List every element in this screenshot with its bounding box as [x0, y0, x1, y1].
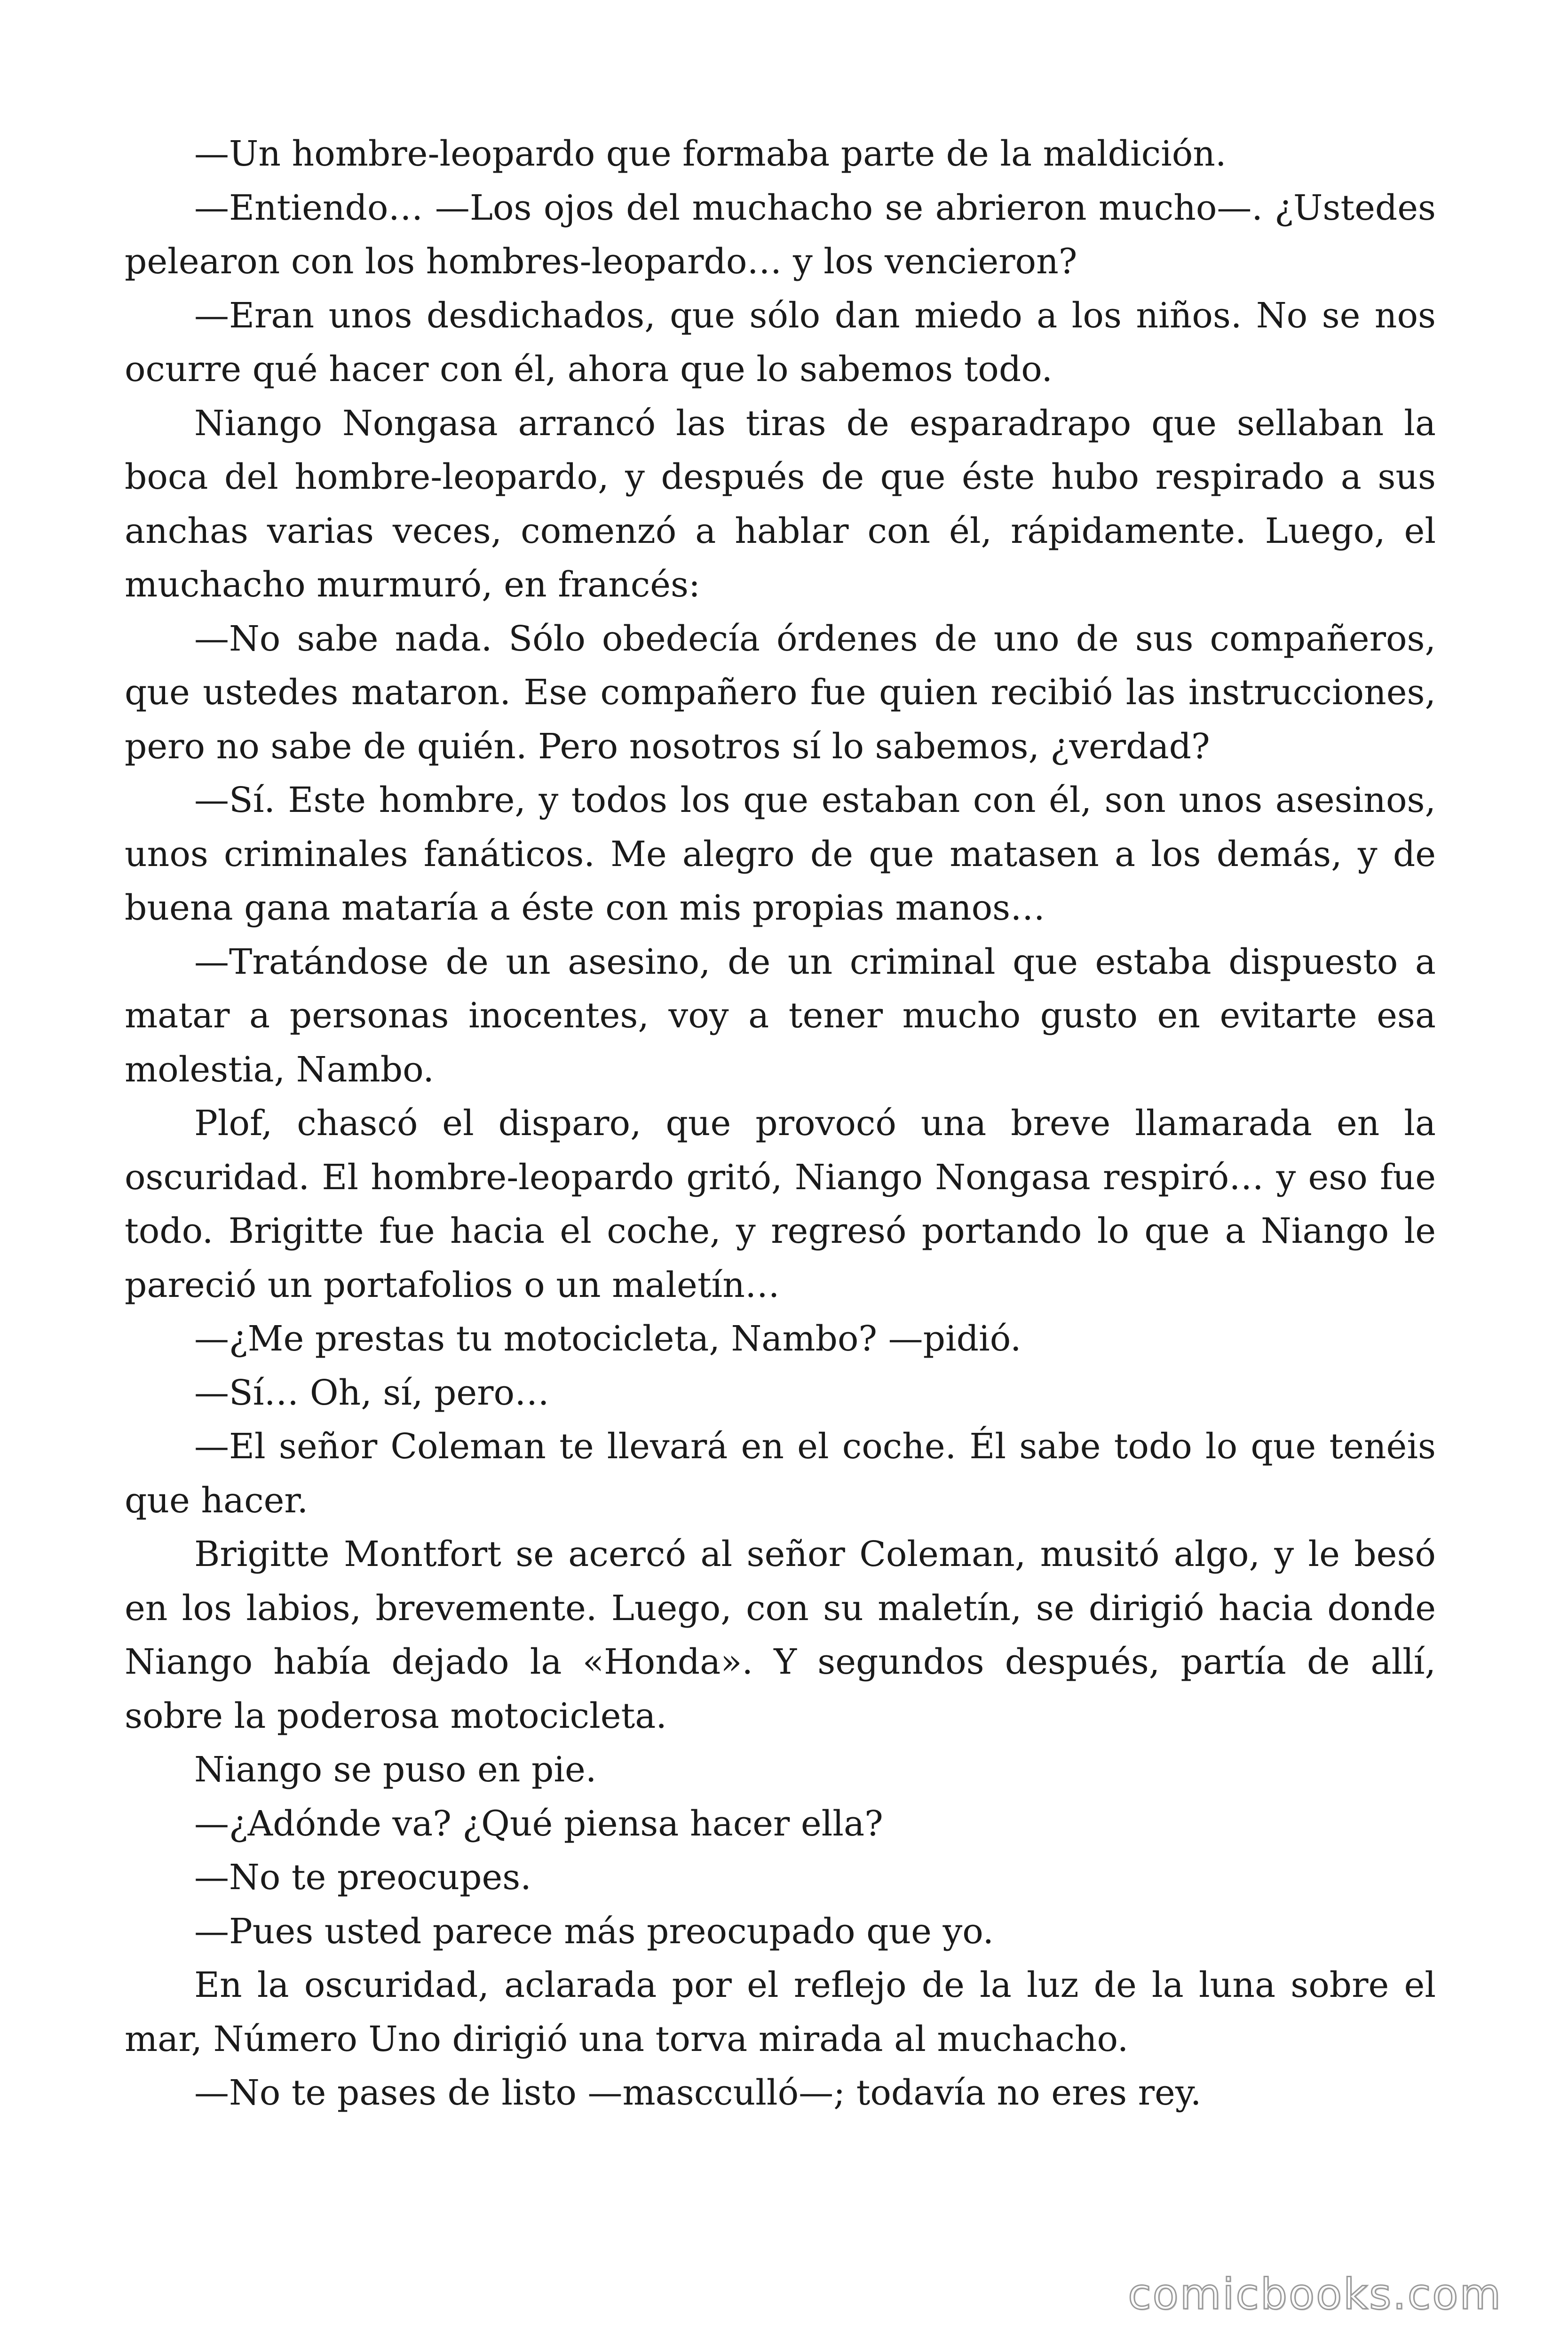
- paragraph: —Tratándose de un asesino, de un criminal que estaba dispuesto a matar a personas inocentes, voy a tener mucho gusto en evitarte esa molestia, Nambo.: [125, 941, 1436, 1090]
- paragraph: —El señor Coleman te llevará en el coche. Él sabe todo lo que tenéis que hacer.: [125, 1426, 1436, 1521]
- page-text: [125, 127, 1436, 2120]
- watermark: comicbooks.com: [1128, 2270, 1502, 2319]
- paragraph: —No sabe nada. Sólo obedecía órdenes de uno de sus compañeros, que ustedes mataron. Ese compañero fue quien recibió las instrucciones, pero no sabe de quién. Pero nosotros sí lo sabemos, ¿verdad?: [125, 618, 1436, 767]
- paragraph: —¿Me prestas tu motocicleta, Nambo? —pidió.: [194, 1319, 1022, 1359]
- paragraph: En la oscuridad, aclarada por el reflejo de la luz de la luna sobre el mar, Número Uno dirigió una torva mirada al muchacho.: [125, 1965, 1436, 2059]
- paragraph: —Eran unos desdichados, que sólo dan miedo a los niños. No se nos ocurre qué hacer con él, ahora que lo sabemos todo.: [125, 295, 1436, 389]
- paragraph: —No te pases de listo —mascculló—; todavía no eres rey.: [194, 2073, 1202, 2113]
- paragraph: —Sí. Este hombre, y todos los que estaban con él, son unos asesinos, unos criminales fanáticos. Me alegro de que matasen a los demás, y de buena gana mataría a éste con mis propias manos…: [125, 780, 1436, 928]
- paragraph: —Un hombre-leopardo que formaba parte de la maldición.: [194, 134, 1227, 174]
- paragraph: Brigitte Montfort se acercó al señor Coleman, musitó algo, y le besó en los labios, brevemente. Luego, con su maletín, se dirigió hacia donde Niango había dejado la «Honda». Y segundos después, partía de allí, sobre la poderosa motocicleta.: [125, 1534, 1436, 1736]
- paragraph: Niango se puso en pie.: [194, 1749, 597, 1790]
- paragraph: Niango Nongasa arrancó las tiras de esparadrapo que sellaban la boca del hombre-leopardo, y después de que éste hubo respirado a sus anchas varias veces, comenzó a hablar con él, rápidamente. Luego, el muchacho murmuró, en francés:: [125, 403, 1436, 605]
- paragraph: —Pues usted parece más preocupado que yo.: [194, 1911, 994, 1952]
- paragraph: —Sí… Oh, sí, pero…: [194, 1372, 550, 1413]
- paragraph: —No te preocupes.: [194, 1857, 531, 1898]
- paragraph: —Entiendo… —Los ojos del muchacho se abrieron mucho—. ¿Ustedes pelearon con los hombres-leopardo… y los vencieron?: [125, 187, 1436, 282]
- paragraph: Plof, chascó el disparo, que provocó una breve llamarada en la oscuridad. El hombre-leopardo gritó, Niango Nongasa respiró… y eso fue todo. Brigitte fue hacia el coche, y regresó portando lo que a Niango le pareció un portafolios o un maletín…: [125, 1103, 1436, 1305]
- paragraph: —¿Adónde va? ¿Qué piensa hacer ella?: [194, 1803, 883, 1844]
